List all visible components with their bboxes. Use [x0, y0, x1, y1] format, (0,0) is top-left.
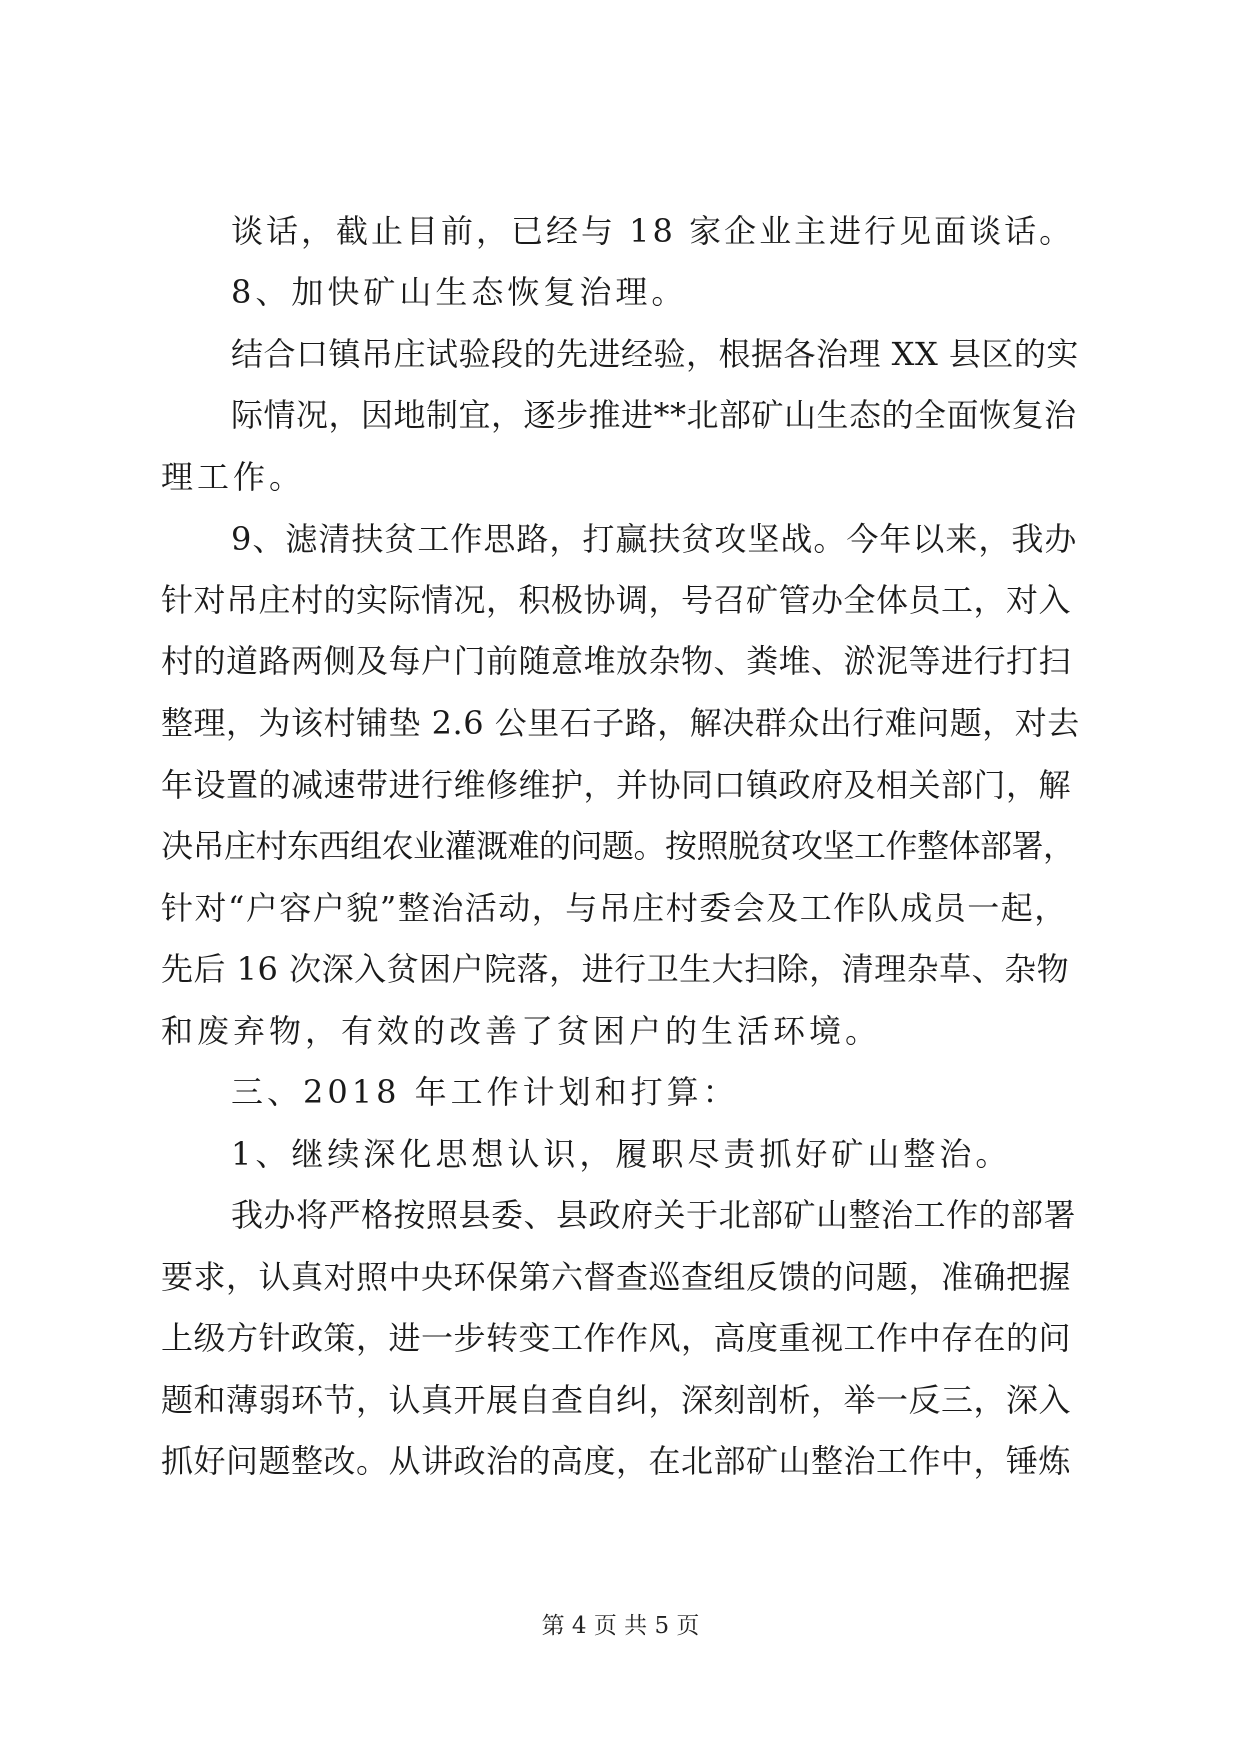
paragraph-line: 针对“户容户貌”整治活动，与吊庄村委会及工作队成员一起， — [161, 889, 1068, 927]
paragraph-line: 抓好问题整改。从讲政治的高度，在北部矿山整治工作中，锤炼 — [161, 1442, 1072, 1480]
paragraph-line: 题和薄弱环节，认真开展自查自纠，深刻剖析，举一反三，深入 — [161, 1381, 1072, 1419]
paragraph-line: 理工作。 — [161, 458, 306, 496]
paragraph-line: 我办将严格按照县委、县政府关于北部矿山整治工作的部署 — [231, 1196, 1077, 1234]
paragraph-line: 结合口镇吊庄试验段的先进经验，根据各治理 XX 县区的实 — [231, 335, 1079, 373]
section-heading: 三、2018 年工作计划和打算： — [231, 1073, 739, 1111]
section-heading: 8、加快矿山生态恢复治理。 — [231, 273, 688, 311]
section-heading: 1、继续深化思想认识，履职尽责抓好矿山整治。 — [231, 1135, 1012, 1173]
paragraph-line: 际情况，因地制宜，逐步推进**北部矿山生态的全面恢复治 — [231, 396, 1077, 434]
paragraph-line: 上级方针政策，进一步转变工作作风，高度重视工作中存在的问 — [161, 1319, 1072, 1357]
paragraph-line: 要求，认真对照中央环保第六督查巡查组反馈的问题，准确把握 — [161, 1258, 1072, 1296]
paragraph-line: 整理，为该村铺垫 2.6 公里石子路，解决群众出行难问题，对去 — [161, 704, 1080, 742]
paragraph-line: 针对吊庄村的实际情况，积极协调，号召矿管办全体员工，对入 — [161, 581, 1072, 619]
paragraph-line: 年设置的减速带进行维修维护，并协同口镇政府及相关部门，解 — [161, 766, 1072, 804]
paragraph-line: 决吊庄村东西组农业灌溉难的问题。按照脱贫攻坚工作整体部署， — [161, 827, 1075, 865]
page-number-footer: 第 4 页 共 5 页 — [541, 1613, 700, 1639]
paragraph-line: 和废弃物，有效的改善了贫困户的生活环境。 — [161, 1012, 882, 1050]
paragraph-line: 先后 16 次深入贫困户院落，进行卫生大扫除，清理杂草、杂物 — [161, 950, 1070, 988]
paragraph-line: 谈话，截止目前，已经与 18 家企业主进行见面谈话。 — [231, 212, 1075, 250]
paragraph-line: 9、滤清扶贫工作思路，打赢扶贫攻坚战。今年以来，我办 — [231, 520, 1078, 558]
paragraph-line: 村的道路两侧及每户门前随意堆放杂物、粪堆、淤泥等进行打扫 — [161, 642, 1072, 680]
